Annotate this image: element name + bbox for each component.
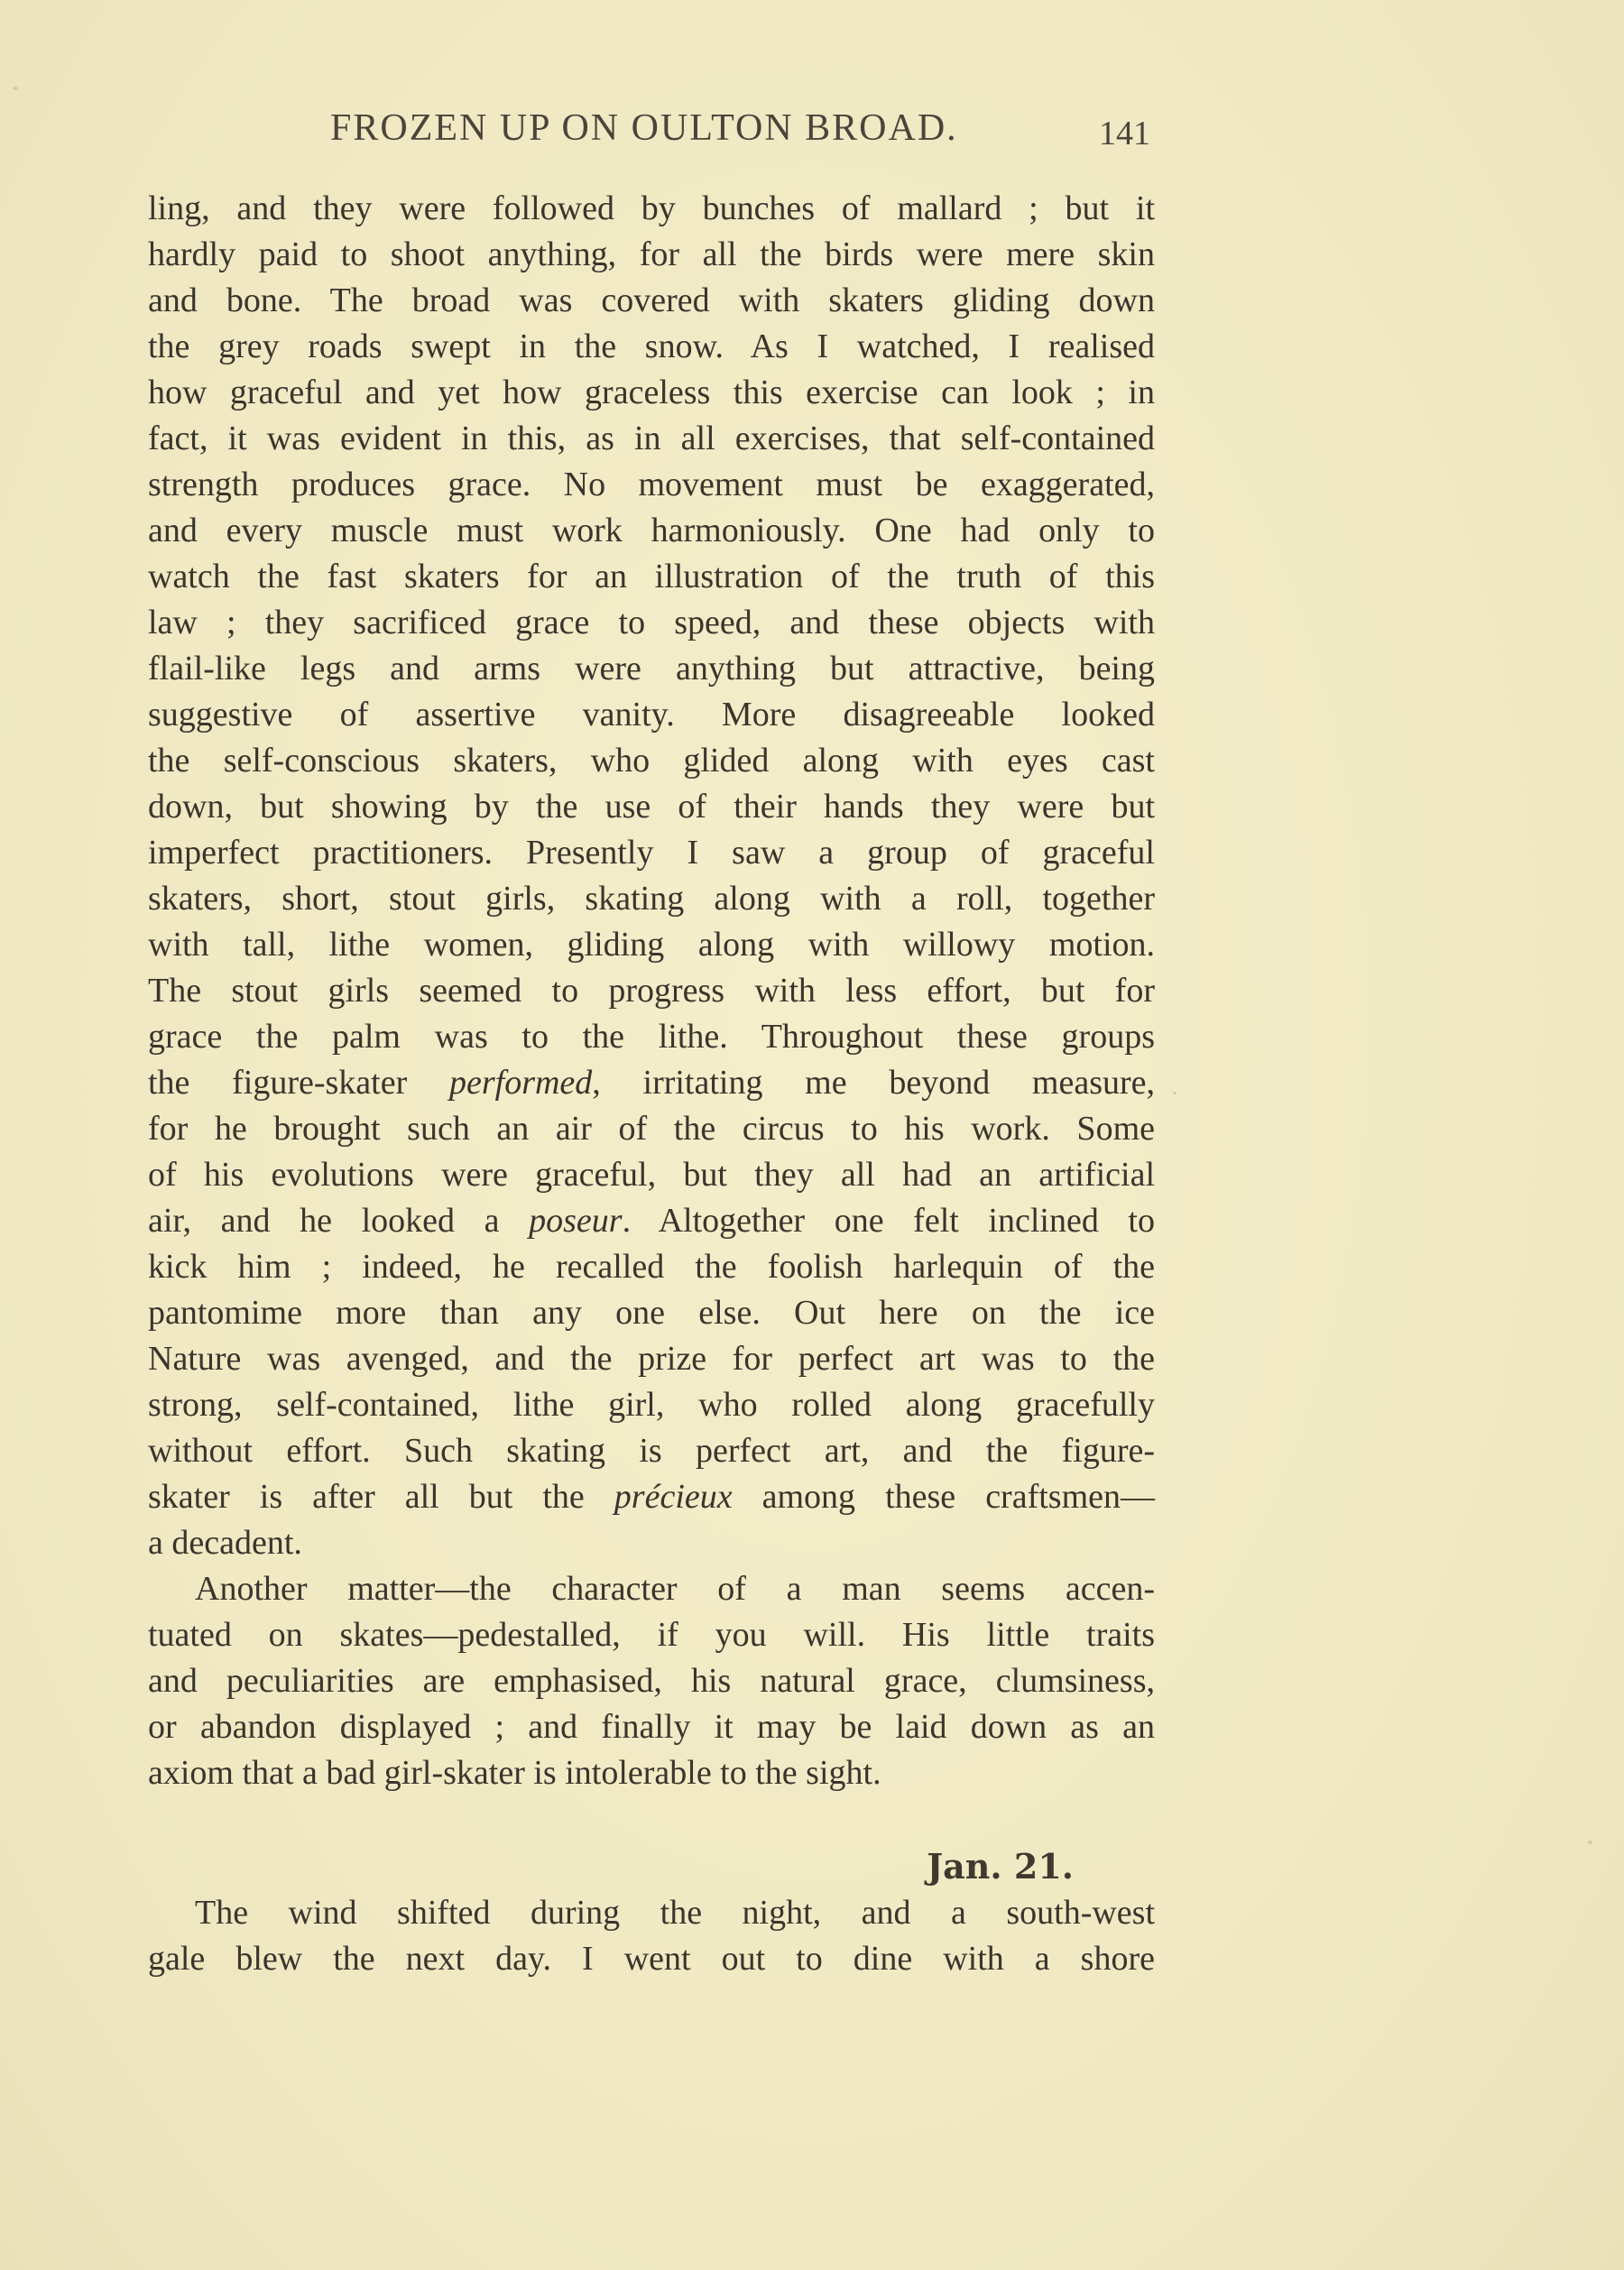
text-line: air, and he looked a poseur. Altogether one felt inclined to [148,1202,1155,1240]
text-line: skaters, short, stout girls, skating along with a roll, together [148,880,1155,918]
text-line: down, but showing by the use of their hands they were but [148,788,1155,826]
text-line: and bone. The broad was covered with skaters gliding down [148,281,1155,319]
running-title: FROZEN UP ON OULTON BROAD. [330,107,958,149]
text-line: The stout girls seemed to progress with less effort, but for [148,972,1155,1010]
text-line: skater is after all but the précieux among these craftsmen— [148,1478,1156,1516]
running-head [0,106,1624,161]
text-line: the figure-skater performed, irritating me beyond measure, [148,1064,1156,1102]
date-heading: Jan. 21. [927,1846,1074,1887]
text-line: imperfect practitioners. Presently I saw a group of graceful [148,834,1155,872]
text-line: law ; they sacrificed grace to speed, and these objects with [148,604,1155,641]
text-line: strength produces grace. No movement must be exaggerated, [148,466,1155,503]
italic-word: performed [448,1064,593,1102]
text-line: for he brought such an air of the circus to his work. Some [148,1110,1155,1148]
italic-word: poseur [529,1202,623,1240]
text-line: with tall, lithe women, gliding along with willowy motion. [148,926,1155,964]
text-line: the grey roads swept in the snow. As I watched, I realised [148,328,1155,365]
text-line: strong, self-contained, lithe girl, who rolled along gracefully [148,1386,1155,1424]
paper-speck [1588,1841,1592,1844]
text-line: watch the fast skaters for an illustration of the truth of this [148,558,1155,595]
text-line: of his evolutions were graceful, but they all had an artificial [148,1156,1155,1194]
paragraph-3 [148,1890,1155,1982]
text-line: grace the palm was to the lithe. Throughout these groups [148,1018,1155,1056]
paper-speck [13,87,18,90]
page-number: 141 [1099,115,1150,152]
text-line: without effort. Such skating is perfect art, and the figure- [148,1432,1155,1470]
text-line: suggestive of assertive vanity. More disagreeable looked [148,696,1155,734]
paper-speck [1173,1092,1176,1094]
body-text [148,186,1155,1982]
text-line: a decadent. [148,1524,302,1562]
text-line: gale blew the next day. I went out to dine with a shore [148,1940,1155,1978]
text-line: pantomime more than any one else. Out here on the ice [148,1294,1155,1332]
paragraph-2 [148,1566,1155,1796]
text-line: tuated on skates—pedestalled, if you will. His little traits [148,1616,1155,1654]
text-line: and every muscle must work harmoniously. One had only to [148,512,1155,549]
text-line: the self-conscious skaters, who glided along with eyes cast [148,742,1155,780]
text-line: or abandon displayed ; and finally it may be laid down as an [148,1708,1155,1746]
text-line: hardly paid to shoot anything, for all the birds were mere skin [148,235,1155,273]
paragraph-1 [148,186,1155,1566]
text-line: and peculiarities are emphasised, his natural grace, clumsiness, [148,1662,1155,1700]
text-line: how graceful and yet how graceless this exercise can look ; in [148,374,1155,411]
text-line: flail-like legs and arms were anything but attractive, being [148,650,1155,687]
text-line: kick him ; indeed, he recalled the foolish harlequin of the [148,1248,1155,1286]
text-line: fact, it was evident in this, as in all exercises, that self-contained [148,420,1155,457]
text-line: The wind shifted during the night, and a south-west [195,1894,1155,1932]
italic-word: précieux [614,1478,733,1516]
text-line: Another matter—the character of a man seems accen- [195,1570,1155,1608]
text-line: ling, and they were followed by bunches of mallard ; but it [148,189,1155,227]
text-line: axiom that a bad girl-skater is intolerable to the sight. [148,1754,881,1792]
text-line: Nature was avenged, and the prize for perfect art was to the [148,1340,1155,1378]
